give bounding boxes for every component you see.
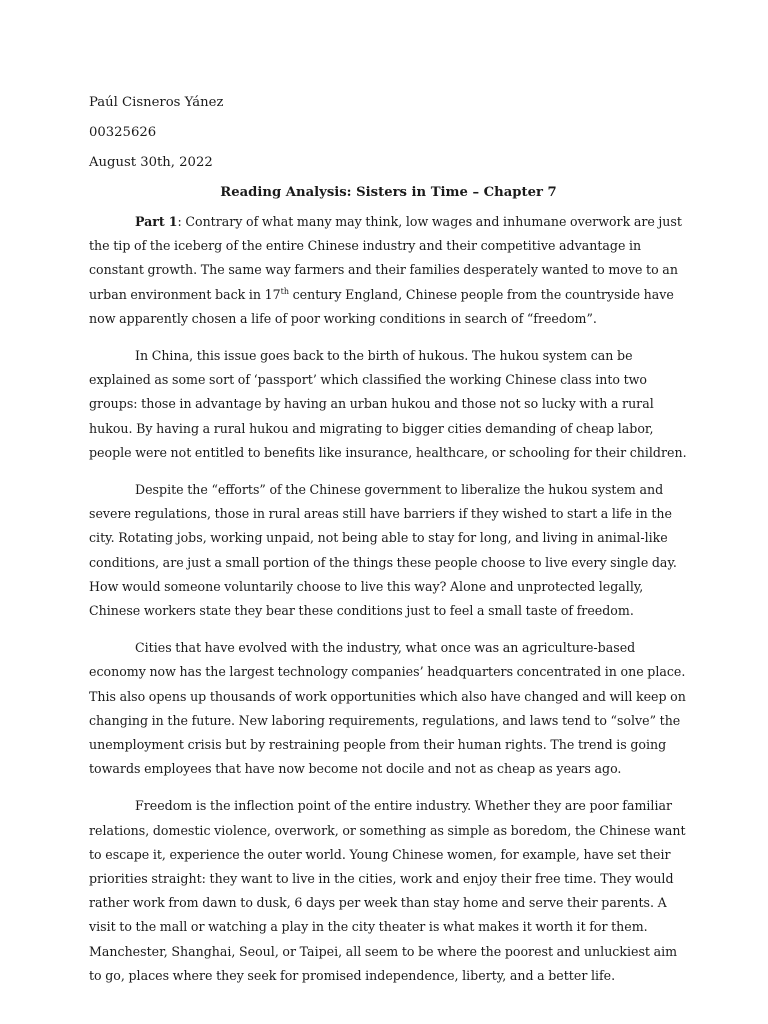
paragraph-hukou-system: In China, this issue goes back to the birth of hukous. The hukou system can be explained as some sort of ‘passport’ which classified the working Chinese class into two groups: those in advantage by having an urban hukou and those not so lucky with a rural hukou. By having a rural hukou and migrating to bigger cities demanding of cheap labor, people were not entitled to benefits like insurance, healthcare, or schooling for their children.: [89, 348, 687, 460]
student-id: 00325626: [89, 125, 157, 140]
paragraph-part-1-text-b: century England, Chinese people from the countryside have now apparently chosen a life of poor working conditions in search of “freedom”.: [89, 286, 674, 326]
paragraph-part-1-text-a: : Contrary of what many may think, low wages and inhumane overwork are just the tip of the iceberg of the entire Chinese industry and their competitive advantage in constant growth. The same way farmers and their families desperately wanted to move to an urban environment back in 17: [89, 214, 682, 302]
document-date: August 30th, 2022: [89, 155, 213, 170]
paragraph-freedom: Freedom is the inflection point of the entire industry. Whether they are poor familiar relations, domestic violence, overwork, or something as simple as boredom, the Chinese want to escape it, experience the outer world. Young Chinese women, for example, have set their priorities straight: they want to live in the cities, work and enjoy their free time. They would rather work from dawn to dusk, 6 days per week than stay home and serve their parents. A visit to the mall or watching a play in the city theater is what makes it worth it for them. Manchester, Shanghai, Seoul, or Taipei, all seem to be where the poorest and unluckiest aim to go, places where they seek for promised independence, liberty, and a better life.: [89, 798, 686, 983]
paragraph-cities-evolution: Cities that have evolved with the industry, what once was an agriculture-based economy now has the largest technology companies’ headquarters concentrated in one place. This also opens up thousands of work opportunities which also have changed and will keep on changing in the future. New laboring requirements, regulations, and laws tend to “solve” the unemployment crisis but by restraining people from their human rights. The trend is going towards employees that have now become not docile and not as cheap as years ago.: [89, 640, 686, 777]
paragraph-barriers: Despite the “efforts” of the Chinese government to liberalize the hukou system and severe regulations, those in rural areas still have barriers if they wished to start a life in the city. Rotating jobs, working unpaid, not being able to stay for long, and living in animal-like conditions, are just a small portion of the things these people choose to live every single day. How would someone voluntarily choose to live this way? Alone and unprotected legally, Chinese workers state they bear these conditions just to feel a small taste of freedom.: [89, 482, 677, 619]
ordinal-suffix: th: [280, 286, 290, 296]
document-title: Reading Analysis: Sisters in Time – Chapter 7: [220, 185, 557, 200]
paragraph-part-1: [89, 210, 688, 331]
author-name: Paúl Cisneros Yánez: [89, 95, 224, 110]
part-1-label: Part 1: [135, 214, 178, 229]
